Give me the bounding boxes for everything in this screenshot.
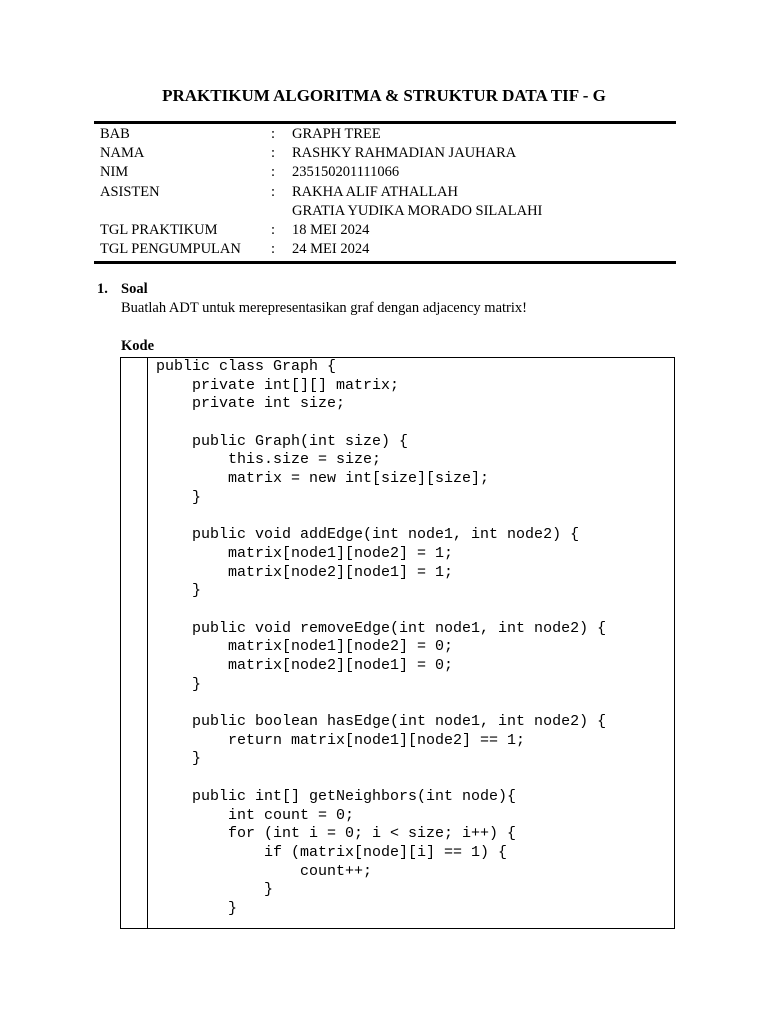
code-line: public int[] getNeighbors(int node){ [156, 787, 517, 805]
code-line: this.size = size; [156, 451, 382, 469]
meta-label: ASISTEN [100, 183, 160, 200]
code-line: if (matrix[node][i] == 1) { [156, 843, 508, 861]
code-line [156, 601, 606, 620]
meta-row-asisten [94, 183, 676, 202]
meta-row-bab [94, 125, 676, 144]
code-lines [156, 358, 606, 919]
meta-value: 235150201111066 [292, 164, 400, 181]
code-line: } [156, 675, 202, 693]
section-number: 1. [97, 281, 108, 297]
code-line: } [156, 750, 202, 768]
code-line: matrix[node2][node1] = 0; [156, 657, 454, 674]
meta-label: NAMA [100, 145, 145, 162]
code-line: return matrix[node1][node2] == 1; [156, 731, 526, 749]
section-heading [97, 281, 148, 298]
code-line: int count = 0; [156, 806, 355, 824]
code-line: for (int i = 0; i < size; i++) { [156, 825, 517, 843]
meta-colon: : [271, 221, 276, 238]
meta-value: 18 MEI 2024 [292, 221, 370, 238]
meta-label: NIM [100, 164, 129, 181]
code-gutter [121, 358, 148, 928]
header-info-table [94, 121, 676, 264]
code-heading: Kode [121, 338, 155, 354]
meta-colon: : [271, 126, 276, 142]
code-line: } [156, 899, 238, 917]
meta-label: TGL PRAKTIKUM [100, 221, 218, 238]
code-line [156, 508, 606, 527]
meta-row-asisten-2 [94, 202, 676, 221]
document-title: PRAKTIKUM ALGORITMA & STRUKTUR DATA TIF - G [162, 86, 606, 105]
meta-row-nama [94, 144, 676, 163]
code-line: count++; [156, 862, 373, 880]
code-line: matrix[node2][node1] = 1; [156, 563, 454, 581]
meta-label: TGL PENGUMPULAN [100, 241, 241, 258]
meta-colon: : [271, 164, 276, 181]
code-line: public void addEdge(int node1, int node2) { [156, 526, 580, 544]
code-line: private int size; [156, 395, 346, 413]
code-line: matrix[node1][node2] = 1; [156, 544, 454, 562]
meta-value: GRAPH TREE [292, 126, 381, 142]
meta-row-tgl-praktikum [94, 221, 676, 240]
code-line: } [156, 488, 202, 506]
code-line [156, 694, 606, 713]
meta-value: RASHKY RAHMADIAN JAUHARA [292, 145, 517, 162]
code-line: public class Graph { [156, 358, 337, 375]
section-title: Soal [121, 281, 148, 297]
code-line: public Graph(int size) { [156, 432, 409, 450]
code-line: } [156, 881, 274, 899]
meta-colon [271, 202, 292, 221]
code-line: matrix[node1][node2] = 0; [156, 638, 454, 656]
code-line: } [156, 582, 202, 600]
meta-label: BAB [100, 126, 130, 142]
code-line [156, 414, 606, 433]
meta-colon: : [271, 183, 276, 200]
meta-value: RAKHA ALIF ATHALLAH [292, 183, 458, 200]
meta-colon: : [271, 145, 276, 162]
meta-label [94, 202, 271, 221]
code-line [156, 769, 606, 788]
code-line: private int[][] matrix; [156, 376, 400, 394]
meta-row-tgl-pengumpulan [94, 240, 676, 259]
code-line: public void removeEdge(int node1, int node2) { [156, 619, 607, 637]
code-block [120, 357, 675, 929]
code-line: matrix = new int[size][size]; [156, 470, 490, 488]
code-line: public boolean hasEdge(int node1, int node2) { [156, 713, 607, 731]
meta-row-nim [94, 163, 676, 182]
meta-value: GRATIA YUDIKA MORADO SILALAHI [292, 202, 543, 219]
meta-value: 24 MEI 2024 [292, 241, 370, 258]
question-text: Buatlah ADT untuk merepresentasikan graf dengan adjacency matrix! [121, 300, 527, 316]
meta-colon: : [271, 241, 276, 258]
